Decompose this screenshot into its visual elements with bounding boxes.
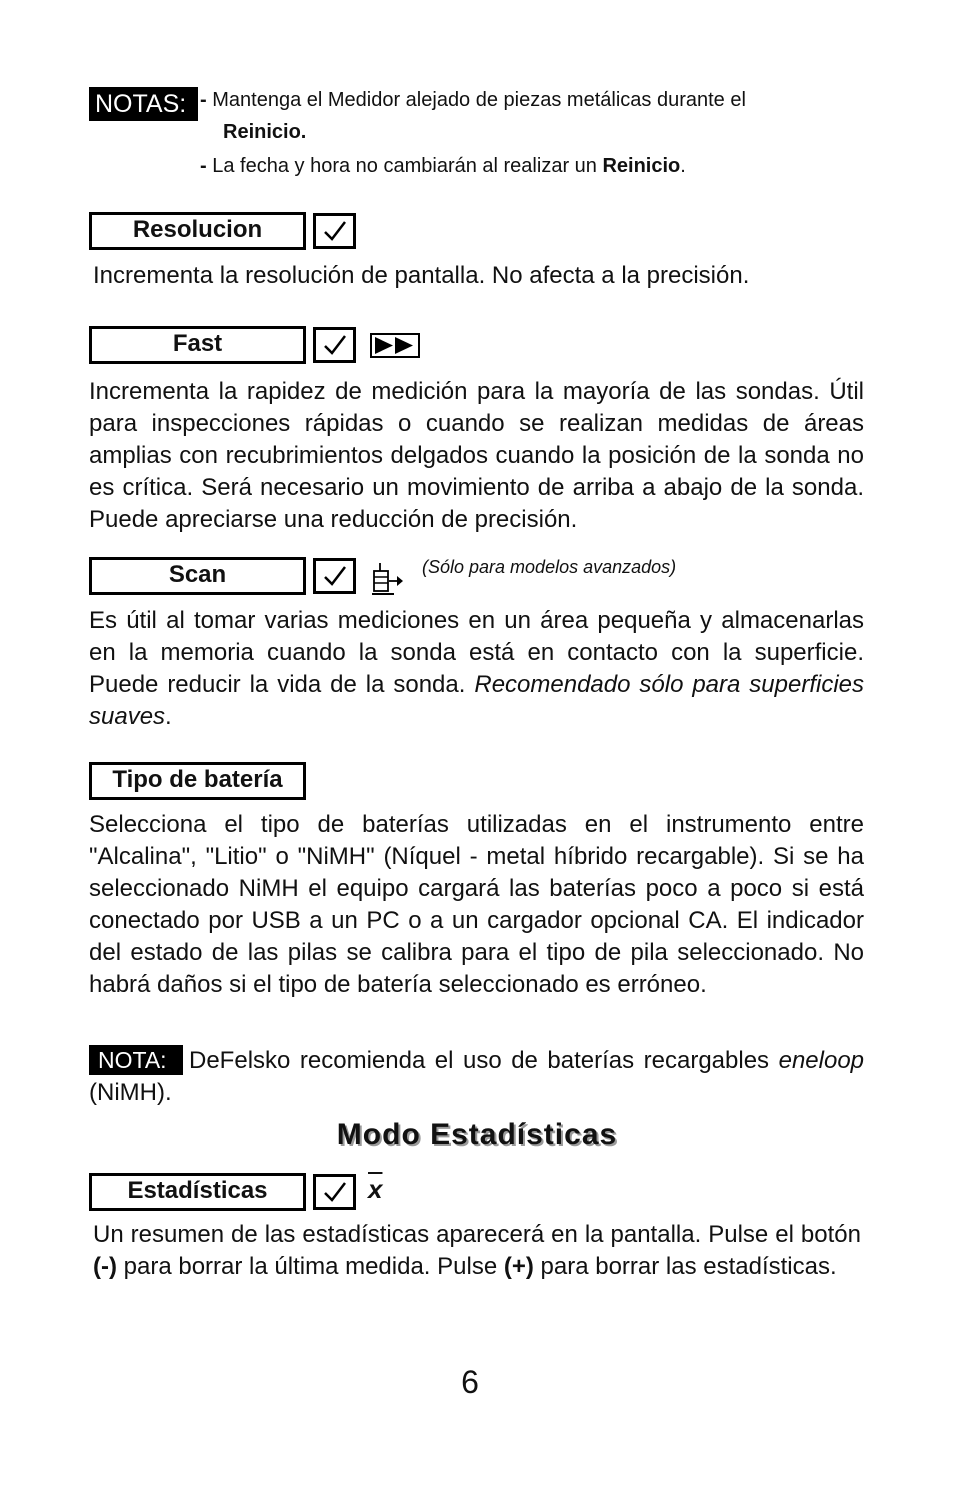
note-line-1 [200, 86, 746, 114]
est-text-2: para borrar la última medida. Pulse [123, 1253, 498, 1280]
note-line-2-end: . [680, 155, 686, 177]
resolucion-check [313, 213, 356, 249]
bateria-description: Selecciona el tipo de baterías utilizadas en el instrumento entre "Alcalina", "Litio" o "NiMH" (Níquel - metal híbrido recargable). Si se ha seleccionado NiMH el equipo cargará las baterías poco a poco si está conectado por USB a un PC o a un cargador opcional CA. El indicador del estado de las pilas se calibra para el tipo de pila seleccionado. No habrá daños si el tipo de batería seleccionado es erróneo. [89, 811, 864, 998]
nota-text [89, 1045, 864, 1109]
note-line-1-text: Mantenga el Medidor alejado de piezas metálicas durante el [212, 89, 746, 111]
resolucion-label: Resolucion [89, 212, 306, 250]
nota-text-end: (NiMH). [89, 1079, 172, 1106]
notas-badge: NOTAS: [89, 87, 198, 121]
fast-description: Incrementa la rapidez de medición para la mayoría de las sondas. Útil para inspecciones rápidas o cuando se realizan medidas de áreas amplias con recubrimientos delgados cuando la posición de la sonda no es crítica. Será necesario un movimiento de arriba a abajo de la sonda. Puede apreciarse una reducción de precisión. [89, 378, 864, 533]
nota-text-main: DeFelsko recomienda el uso de baterías recargables [189, 1047, 770, 1074]
scan-description [89, 605, 864, 733]
page-number: 6 [461, 1364, 479, 1400]
est-bold-plus: (+) [503, 1253, 534, 1280]
scan-text-end: . [165, 703, 172, 730]
checkmark-icon [322, 219, 348, 243]
estadisticas-check [313, 1174, 356, 1210]
estadisticas-description [93, 1219, 861, 1283]
scan-label: Scan [89, 557, 306, 595]
checkmark-icon [322, 564, 348, 588]
fast-check [313, 327, 356, 363]
scan-text-italic: Recomendado sólo para superficies suaves [89, 671, 865, 730]
fast-forward-icon [370, 333, 420, 358]
note-line-2-bold: Reinicio [602, 155, 681, 177]
scan-check [313, 558, 356, 594]
scan-advanced-note: (Sólo para modelos avanzados) [422, 557, 677, 577]
checkmark-icon [322, 1180, 348, 1204]
note-line-2 [200, 152, 686, 180]
mean-xbar-icon: $\overline{x}$ [368, 1174, 383, 1204]
nota-badge: NOTA: [89, 1045, 183, 1075]
est-bold-minus: (-) [93, 1253, 117, 1280]
resolucion-description: Incrementa la resolución de pantalla. No afecta a la precisión. [93, 262, 750, 289]
section-title: Modo Estadísticas [336, 1118, 618, 1151]
scan-memory-icon [370, 561, 404, 597]
nota-text-italic: eneloop [778, 1047, 865, 1074]
bateria-label: Tipo de batería [89, 762, 306, 800]
note-dash-2: - [200, 155, 207, 177]
estadisticas-label: Estadísticas [89, 1173, 306, 1211]
fast-label: Fast [89, 326, 306, 364]
est-text-3: para borrar las estadísticas. [540, 1253, 837, 1280]
scan-text: Es útil al tomar varias mediciones en un área pequeña y almacenarlas en la memoria cuando la sonda está en contacto con la superficie. Puede reducir la vida de la sonda. [89, 607, 864, 698]
note-line-2-text: La fecha y hora no cambiarán al realizar un [212, 155, 597, 177]
checkmark-icon [322, 333, 348, 357]
note-line-1b: Reinicio. [223, 121, 307, 143]
est-text-1: Un resumen de las estadísticas aparecerá en la pantalla. Pulse el botón [93, 1221, 861, 1248]
note-dash: - [200, 89, 207, 111]
